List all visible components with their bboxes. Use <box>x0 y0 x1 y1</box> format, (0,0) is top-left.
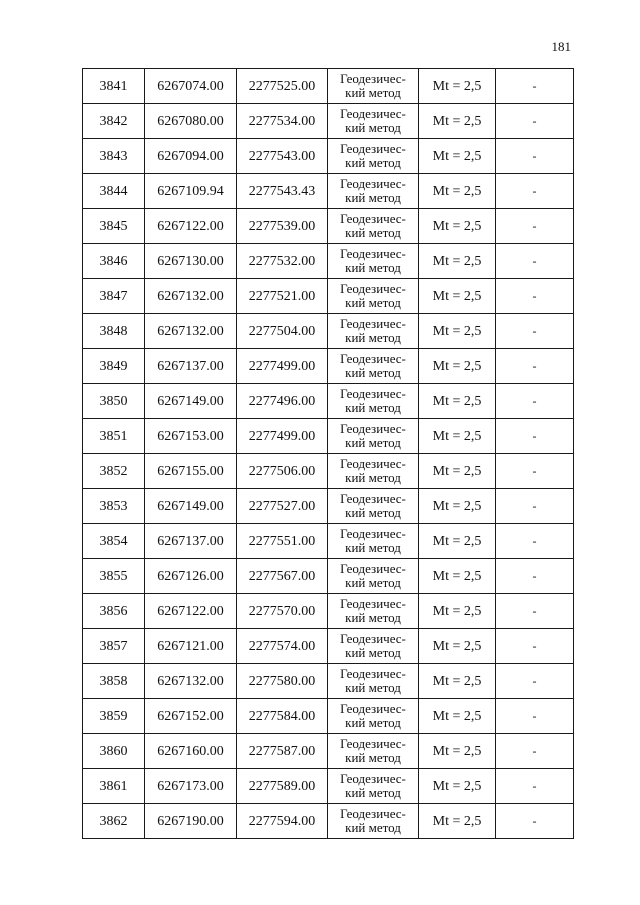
x-coordinate-cell: 6267160.00 <box>145 734 237 769</box>
accuracy-cell: Mt = 2,5 <box>419 349 496 384</box>
note-cell: - <box>496 559 574 594</box>
x-coordinate-cell: 6267149.00 <box>145 489 237 524</box>
method-line-1: Геодезичес- <box>340 596 406 611</box>
method-cell <box>328 139 419 174</box>
method-cell <box>328 209 419 244</box>
y-coordinate-cell: 2277543.00 <box>237 139 328 174</box>
accuracy-cell: Mt = 2,5 <box>419 209 496 244</box>
method-line-2: кий метод <box>345 85 401 100</box>
y-coordinate-cell: 2277504.00 <box>237 314 328 349</box>
y-coordinate-cell: 2277567.00 <box>237 559 328 594</box>
accuracy-cell: Mt = 2,5 <box>419 734 496 769</box>
y-coordinate-cell: 2277574.00 <box>237 629 328 664</box>
method-line-1: Геодезичес- <box>340 176 406 191</box>
table-row <box>83 419 574 454</box>
y-coordinate-cell: 2277570.00 <box>237 594 328 629</box>
method-line-1: Геодезичес- <box>340 736 406 751</box>
x-coordinate-cell: 6267190.00 <box>145 804 237 839</box>
point-number-cell: 3855 <box>83 559 145 594</box>
method-line-2: кий метод <box>345 645 401 660</box>
table-row <box>83 139 574 174</box>
method-line-1: Геодезичес- <box>340 421 406 436</box>
method-cell <box>328 454 419 489</box>
table-row <box>83 454 574 489</box>
table-row <box>83 104 574 139</box>
note-cell: - <box>496 454 574 489</box>
table-row <box>83 699 574 734</box>
note-cell: - <box>496 244 574 279</box>
x-coordinate-cell: 6267132.00 <box>145 279 237 314</box>
y-coordinate-cell: 2277551.00 <box>237 524 328 559</box>
method-line-2: кий метод <box>345 470 401 485</box>
note-cell: - <box>496 279 574 314</box>
accuracy-cell: Mt = 2,5 <box>419 174 496 209</box>
method-line-2: кий метод <box>345 365 401 380</box>
accuracy-cell: Mt = 2,5 <box>419 139 496 174</box>
point-number-cell: 3847 <box>83 279 145 314</box>
point-number-cell: 3841 <box>83 69 145 104</box>
point-number-cell: 3856 <box>83 594 145 629</box>
method-line-1: Геодезичес- <box>340 561 406 576</box>
y-coordinate-cell: 2277539.00 <box>237 209 328 244</box>
x-coordinate-cell: 6267153.00 <box>145 419 237 454</box>
table-row <box>83 769 574 804</box>
note-cell: - <box>496 524 574 559</box>
note-cell: - <box>496 349 574 384</box>
method-line-2: кий метод <box>345 820 401 835</box>
method-cell <box>328 734 419 769</box>
table-row <box>83 174 574 209</box>
method-line-2: кий метод <box>345 190 401 205</box>
table-row <box>83 559 574 594</box>
method-line-1: Геодезичес- <box>340 666 406 681</box>
x-coordinate-cell: 6267130.00 <box>145 244 237 279</box>
y-coordinate-cell: 2277594.00 <box>237 804 328 839</box>
method-cell <box>328 244 419 279</box>
x-coordinate-cell: 6267074.00 <box>145 69 237 104</box>
method-line-2: кий метод <box>345 715 401 730</box>
method-line-1: Геодезичес- <box>340 71 406 86</box>
x-coordinate-cell: 6267137.00 <box>145 524 237 559</box>
x-coordinate-cell: 6267122.00 <box>145 209 237 244</box>
method-line-2: кий метод <box>345 505 401 520</box>
y-coordinate-cell: 2277543.43 <box>237 174 328 209</box>
method-line-2: кий метод <box>345 330 401 345</box>
table-row <box>83 489 574 524</box>
method-cell <box>328 664 419 699</box>
method-line-2: кий метод <box>345 400 401 415</box>
x-coordinate-cell: 6267132.00 <box>145 314 237 349</box>
point-number-cell: 3848 <box>83 314 145 349</box>
method-line-2: кий метод <box>345 610 401 625</box>
point-number-cell: 3860 <box>83 734 145 769</box>
note-cell: - <box>496 699 574 734</box>
table-row <box>83 664 574 699</box>
method-line-1: Геодезичес- <box>340 106 406 121</box>
table-row <box>83 349 574 384</box>
note-cell: - <box>496 804 574 839</box>
accuracy-cell: Mt = 2,5 <box>419 804 496 839</box>
accuracy-cell: Mt = 2,5 <box>419 384 496 419</box>
note-cell: - <box>496 489 574 524</box>
method-cell <box>328 104 419 139</box>
accuracy-cell: Mt = 2,5 <box>419 104 496 139</box>
accuracy-cell: Mt = 2,5 <box>419 594 496 629</box>
note-cell: - <box>496 174 574 209</box>
accuracy-cell: Mt = 2,5 <box>419 419 496 454</box>
table-row <box>83 209 574 244</box>
table-row <box>83 524 574 559</box>
table-row <box>83 804 574 839</box>
point-number-cell: 3854 <box>83 524 145 559</box>
accuracy-cell: Mt = 2,5 <box>419 314 496 349</box>
method-line-2: кий метод <box>345 750 401 765</box>
point-number-cell: 3845 <box>83 209 145 244</box>
method-cell <box>328 524 419 559</box>
point-number-cell: 3852 <box>83 454 145 489</box>
accuracy-cell: Mt = 2,5 <box>419 69 496 104</box>
note-cell: - <box>496 594 574 629</box>
y-coordinate-cell: 2277580.00 <box>237 664 328 699</box>
accuracy-cell: Mt = 2,5 <box>419 454 496 489</box>
method-cell <box>328 314 419 349</box>
method-cell <box>328 629 419 664</box>
x-coordinate-cell: 6267173.00 <box>145 769 237 804</box>
table-body <box>83 69 574 839</box>
note-cell: - <box>496 629 574 664</box>
note-cell: - <box>496 664 574 699</box>
table-row <box>83 734 574 769</box>
method-cell <box>328 699 419 734</box>
x-coordinate-cell: 6267122.00 <box>145 594 237 629</box>
table-row <box>83 384 574 419</box>
x-coordinate-cell: 6267155.00 <box>145 454 237 489</box>
method-cell <box>328 489 419 524</box>
x-coordinate-cell: 6267137.00 <box>145 349 237 384</box>
accuracy-cell: Mt = 2,5 <box>419 699 496 734</box>
method-line-1: Геодезичес- <box>340 211 406 226</box>
y-coordinate-cell: 2277506.00 <box>237 454 328 489</box>
x-coordinate-cell: 6267094.00 <box>145 139 237 174</box>
method-line-1: Геодезичес- <box>340 351 406 366</box>
point-number-cell: 3859 <box>83 699 145 734</box>
accuracy-cell: Mt = 2,5 <box>419 524 496 559</box>
x-coordinate-cell: 6267109.94 <box>145 174 237 209</box>
method-cell <box>328 69 419 104</box>
method-cell <box>328 559 419 594</box>
method-cell <box>328 384 419 419</box>
accuracy-cell: Mt = 2,5 <box>419 489 496 524</box>
y-coordinate-cell: 2277589.00 <box>237 769 328 804</box>
point-number-cell: 3861 <box>83 769 145 804</box>
point-number-cell: 3857 <box>83 629 145 664</box>
point-number-cell: 3849 <box>83 349 145 384</box>
table-row <box>83 69 574 104</box>
method-cell <box>328 804 419 839</box>
method-line-1: Геодезичес- <box>340 316 406 331</box>
page-number: 181 <box>551 39 571 54</box>
table-row <box>83 594 574 629</box>
note-cell: - <box>496 139 574 174</box>
method-line-1: Геодезичес- <box>340 806 406 821</box>
y-coordinate-cell: 2277496.00 <box>237 384 328 419</box>
method-line-2: кий метод <box>345 260 401 275</box>
note-cell: - <box>496 104 574 139</box>
accuracy-cell: Mt = 2,5 <box>419 279 496 314</box>
point-number-cell: 3853 <box>83 489 145 524</box>
point-number-cell: 3844 <box>83 174 145 209</box>
accuracy-cell: Mt = 2,5 <box>419 769 496 804</box>
point-number-cell: 3842 <box>83 104 145 139</box>
note-cell: - <box>496 209 574 244</box>
table-row <box>83 244 574 279</box>
accuracy-cell: Mt = 2,5 <box>419 559 496 594</box>
method-line-1: Геодезичес- <box>340 386 406 401</box>
method-line-1: Геодезичес- <box>340 771 406 786</box>
coordinates-table <box>82 68 574 839</box>
table-row <box>83 279 574 314</box>
y-coordinate-cell: 2277584.00 <box>237 699 328 734</box>
method-line-2: кий метод <box>345 680 401 695</box>
y-coordinate-cell: 2277521.00 <box>237 279 328 314</box>
method-cell <box>328 769 419 804</box>
method-line-1: Геодезичес- <box>340 246 406 261</box>
x-coordinate-cell: 6267121.00 <box>145 629 237 664</box>
method-line-2: кий метод <box>345 295 401 310</box>
y-coordinate-cell: 2277499.00 <box>237 349 328 384</box>
x-coordinate-cell: 6267080.00 <box>145 104 237 139</box>
note-cell: - <box>496 314 574 349</box>
method-line-1: Геодезичес- <box>340 701 406 716</box>
x-coordinate-cell: 6267152.00 <box>145 699 237 734</box>
note-cell: - <box>496 769 574 804</box>
point-number-cell: 3851 <box>83 419 145 454</box>
method-line-1: Геодезичес- <box>340 631 406 646</box>
accuracy-cell: Mt = 2,5 <box>419 664 496 699</box>
point-number-cell: 3850 <box>83 384 145 419</box>
accuracy-cell: Mt = 2,5 <box>419 244 496 279</box>
note-cell: - <box>496 384 574 419</box>
method-cell <box>328 594 419 629</box>
y-coordinate-cell: 2277587.00 <box>237 734 328 769</box>
method-line-1: Геодезичес- <box>340 141 406 156</box>
method-line-1: Геодезичес- <box>340 491 406 506</box>
x-coordinate-cell: 6267126.00 <box>145 559 237 594</box>
y-coordinate-cell: 2277499.00 <box>237 419 328 454</box>
method-line-2: кий метод <box>345 435 401 450</box>
accuracy-cell: Mt = 2,5 <box>419 629 496 664</box>
note-cell: - <box>496 734 574 769</box>
method-cell <box>328 174 419 209</box>
method-cell <box>328 419 419 454</box>
y-coordinate-cell: 2277534.00 <box>237 104 328 139</box>
point-number-cell: 3846 <box>83 244 145 279</box>
x-coordinate-cell: 6267149.00 <box>145 384 237 419</box>
method-cell <box>328 349 419 384</box>
x-coordinate-cell: 6267132.00 <box>145 664 237 699</box>
method-line-2: кий метод <box>345 575 401 590</box>
method-cell <box>328 279 419 314</box>
table-row <box>83 629 574 664</box>
y-coordinate-cell: 2277525.00 <box>237 69 328 104</box>
method-line-2: кий метод <box>345 785 401 800</box>
method-line-2: кий метод <box>345 540 401 555</box>
y-coordinate-cell: 2277532.00 <box>237 244 328 279</box>
method-line-2: кий метод <box>345 120 401 135</box>
point-number-cell: 3858 <box>83 664 145 699</box>
point-number-cell: 3843 <box>83 139 145 174</box>
point-number-cell: 3862 <box>83 804 145 839</box>
y-coordinate-cell: 2277527.00 <box>237 489 328 524</box>
method-line-2: кий метод <box>345 155 401 170</box>
table-row <box>83 314 574 349</box>
method-line-1: Геодезичес- <box>340 281 406 296</box>
method-line-1: Геодезичес- <box>340 456 406 471</box>
method-line-2: кий метод <box>345 225 401 240</box>
note-cell: - <box>496 69 574 104</box>
note-cell: - <box>496 419 574 454</box>
method-line-1: Геодезичес- <box>340 526 406 541</box>
